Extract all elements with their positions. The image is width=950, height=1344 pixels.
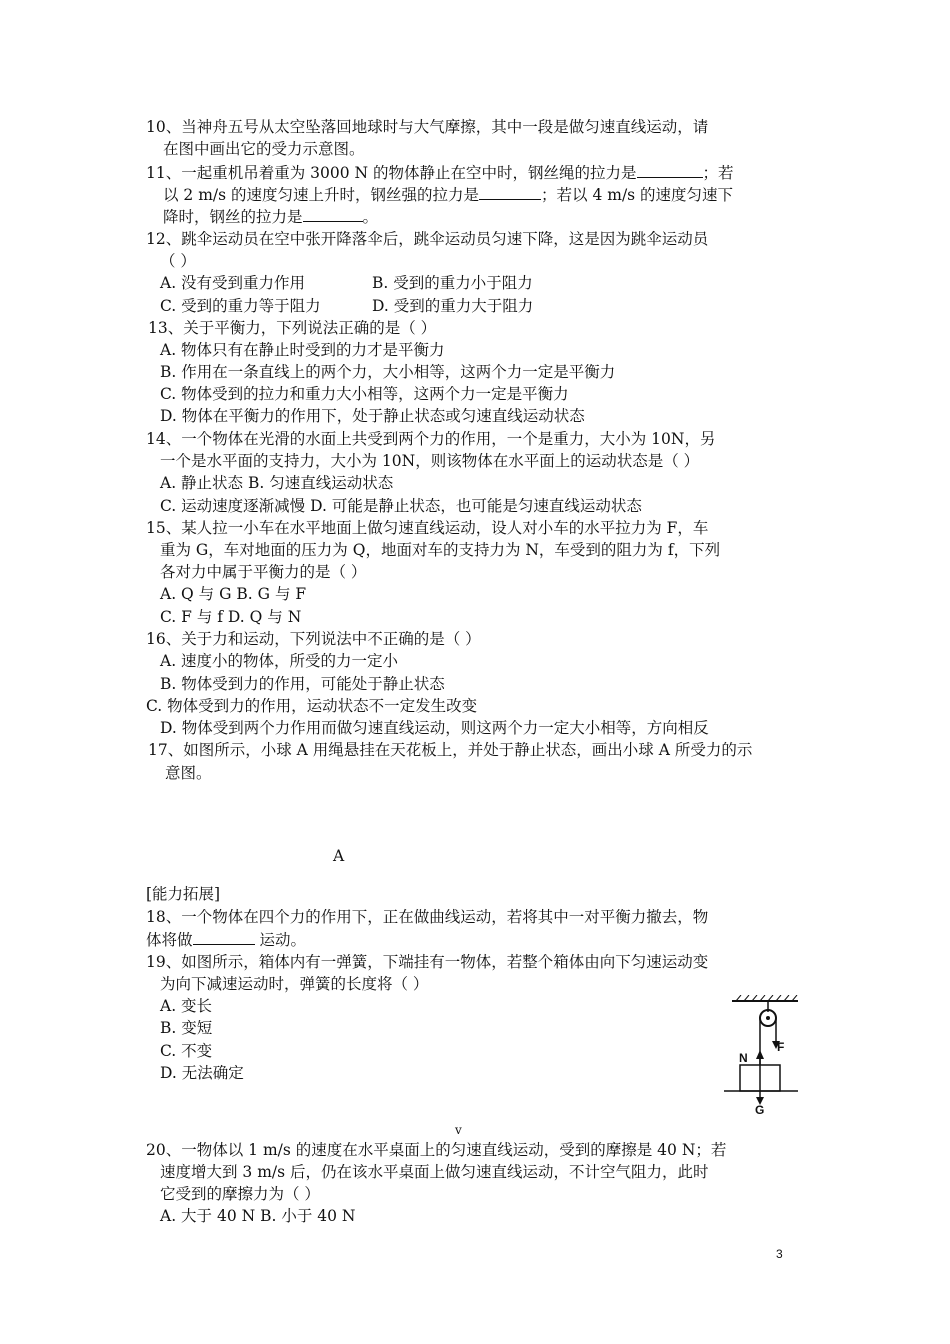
q15-options-cd: C. F 与 f D. Q 与 N [160,608,302,626]
q20-stem-3: 它受到的摩擦力为（ ） [160,1185,320,1203]
q17-figure-label: A [333,847,345,865]
force-n-arrow [756,1050,764,1059]
answer-blank-1[interactable] [637,162,703,178]
q11-line1-tail: ；若 [702,164,734,182]
q11-line3-text: 降时，钢丝的拉力是 [163,208,303,226]
q19-option-c: C. 不变 [160,1042,213,1060]
q11-line3 [163,206,378,227]
q13-option-c: C. 物体受到的拉力和重力大小相等，这两个力一定是平衡力 [160,385,569,403]
q16-option-d: D. 物体受到两个力作用而做匀速直线运动，则这两个力一定大小相等，方向相反 [160,719,709,737]
q12-option-a: A. 没有受到重力作用 [160,274,306,292]
q18-line2-tail: 运动。 [254,931,306,949]
q17-line1: 17、如图所示，小球 A 用绳悬挂在天花板上，并处于静止状态，画出小球 A 所受力的示 [148,741,753,759]
q19-stem-2: 为向下减速运动时，弹簧的长度将（ ） [160,975,429,993]
answer-blank-3[interactable] [303,206,363,222]
figure-label-v: v [455,1123,462,1137]
q15-stem-1: 15、某人拉一小车在水平地面上做匀速直线运动，设人对小车的水平拉力为 F，车 [146,519,709,537]
figure-label-n: N [739,1051,748,1065]
q11-line2 [163,184,733,205]
section-title: [能力拓展] [146,885,221,903]
q14-options-cd: C. 运动速度逐渐减慢 D. 可能是静止状态，也可能是匀速直线运动状态 [160,497,642,515]
q12-option-d: D. 受到的重力大于阻力 [372,297,534,315]
q13-stem: 13、关于平衡力，下列说法正确的是（ ） [148,319,437,337]
q16-option-b: B. 物体受到力的作用，可能处于静止状态 [160,675,445,693]
q16-stem: 16、关于力和运动，下列说法中不正确的是（ ） [146,630,481,648]
q19-stem-1: 19、如图所示，箱体内有一弹簧，下端挂有一物体，若整个箱体由向下匀速运动变 [146,953,709,971]
q11-line1-text: 11、一起重机吊着重为 3000 N 的物体静止在空中时，钢丝绳的拉力是 [146,164,637,182]
q14-stem-2: 一个是水平面的支持力，大小为 10N，则该物体在水平面上的运动状态是（ ） [160,452,700,470]
q18-line1: 18、一个物体在四个力的作用下，正在做曲线运动，若将其中一对平衡力撤去，物 [146,908,709,926]
q11-line3-tail: 。 [362,208,379,226]
q17-line2: 意图。 [165,764,212,782]
q19-option-a: A. 变长 [160,997,213,1015]
q18-line2 [146,929,306,950]
q15-options-ab: A. Q 与 G B. G 与 F [160,585,307,603]
answer-blank-4[interactable] [193,929,255,945]
q12-stem-2: （ ） [160,252,196,270]
q19-option-b: B. 变短 [160,1019,213,1037]
q10-line2: 在图中画出它的受力示意图。 [163,140,365,158]
q20-stem-2: 速度增大到 3 m/s 后，仍在该水平桌面上做匀速直线运动，不计空气阻力，此时 [160,1163,709,1181]
q12-option-b: B. 受到的重力小于阻力 [372,274,533,292]
q15-stem-2: 重为 G，车对地面的压力为 Q，地面对车的支持力为 N，车受到的阻力为 f，下列 [160,541,721,559]
q20-options-ab: A. 大于 40 N B. 小于 40 N [160,1207,356,1225]
q16-option-c: C. 物体受到力的作用，运动状态不一定发生改变 [146,697,478,715]
figure-label-f: F [777,1040,785,1054]
q11-line2-text: 以 2 m/s 的速度匀速上升时，钢丝强的拉力是 [163,186,480,204]
q18-line2-text: 体将做 [146,931,193,949]
q14-options-ab: A. 静止状态 B. 匀速直线运动状态 [160,474,394,492]
pulley-figure [718,995,808,1117]
q12-option-c: C. 受到的重力等于阻力 [160,297,321,315]
q13-option-a: A. 物体只有在静止时受到的力才是平衡力 [160,341,445,359]
q11-line2-tail: ；若以 4 m/s 的速度匀速下 [541,186,734,204]
q13-option-d: D. 物体在平衡力的作用下，处于静止状态或匀速直线运动状态 [160,407,585,425]
page-number: 3 [776,1247,783,1261]
q11-line1 [146,162,734,183]
answer-blank-2[interactable] [479,184,541,200]
pulley-axle [766,1016,770,1020]
q13-option-b: B. 作用在一条直线上的两个力，大小相等，这两个力一定是平衡力 [160,363,616,381]
q20-stem-1: 20、一物体以 1 m/s 的速度在水平桌面上的匀速直线运动，受到的摩擦是 40 N；若 [146,1141,727,1159]
q19-option-d: D. 无法确定 [160,1064,244,1082]
q10-line1: 10、当神舟五号从太空坠落回地球时与大气摩擦，其中一段是做匀速直线运动，请 [146,118,709,136]
q16-option-a: A. 速度小的物体，所受的力一定小 [160,652,399,670]
q14-stem-1: 14、一个物体在光滑的水面上共受到两个力的作用，一个是重力，大小为 10N，另 [146,430,716,448]
q12-stem-1: 12、跳伞运动员在空中张开降落伞后，跳伞运动员匀速下降，这是因为跳伞运动员 [146,230,709,248]
figure-label-g: G [755,1103,765,1117]
q15-stem-3: 各对力中属于平衡力的是（ ） [160,563,367,581]
